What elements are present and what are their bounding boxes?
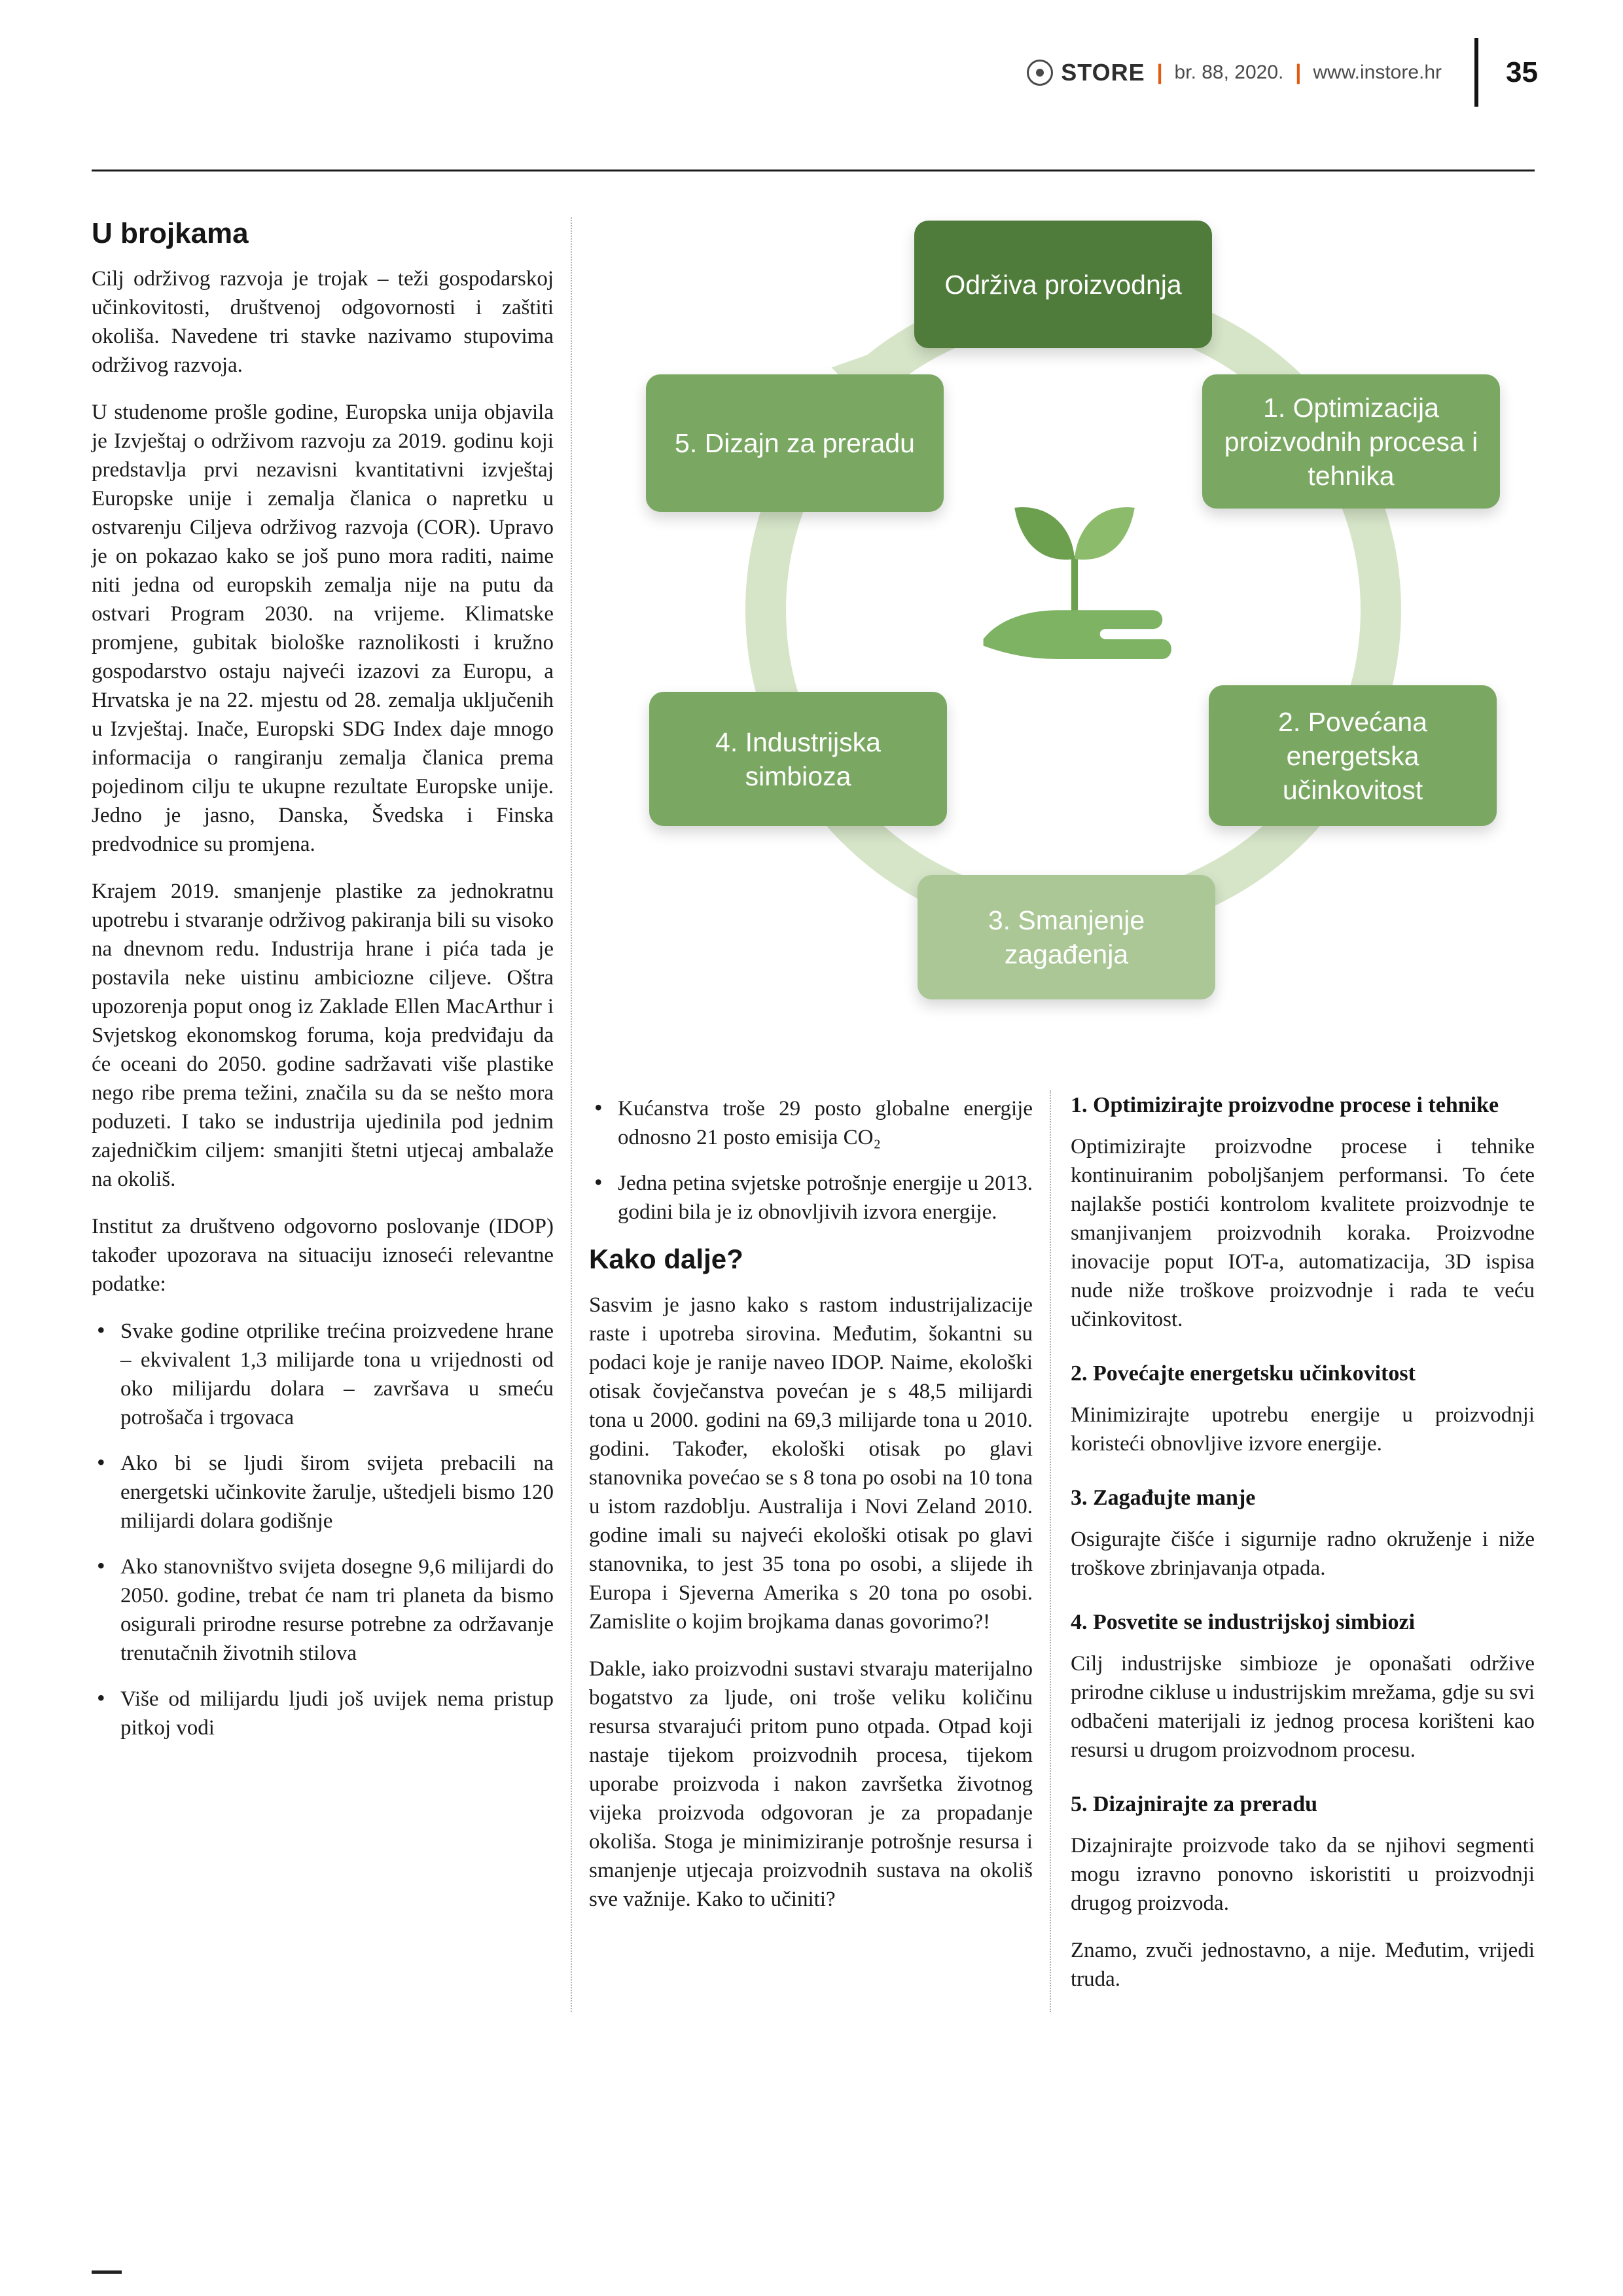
numbered-heading-4: 4. Posvetite se industrijskoj simbiozi: [1071, 1610, 1416, 1634]
list-item: • Kućanstva troše 29 posto globalne energije odnosno 21 posto emisija CO₂: [589, 1094, 1033, 1152]
list-item: • Ako bi se ljudi širom svijeta prebacili na energetski učinkovite žarulje, uštedjeli bismo 120 milijardi dolara godišnje: [92, 1449, 554, 1535]
paragraph: U studenome prošle godine, Europska unija objavila je Izvještaj o održivom razvoju za 2019. godinu koji predstavlja prvi nezavisni kvantitativni izvještaj Europske unije i zemalja članica o napretku u ostvarenju Ciljeva održivog razvoja (COR). Upravo je on pokazao kako se još puno mora raditi, naime niti jedna od europskih zemalja nije na putu da ostvari Program 2030. na vrijeme. Klimatske promjene, gubitak biološke raznolikosti i kružno gospodarstvo ostaju najveći izazovi za Europu, a Hrvatska je na 22. mjestu od 28. zemalja uključenih u Izvještaj. Inače, Europski SDG Index daje mnogo informacija o rangiranju zemalja članica prema pojedinom cilju te ukupne rezultate Europske unije. Jedno je jasno, Danska, Švedska i Finska predvodnice su promjena.: [92, 401, 554, 856]
right-region: [572, 217, 1535, 2012]
page-number-divider: [1474, 38, 1478, 107]
list-item: • Jedna petina svjetske potrošnje energije u 2013. godini bila je iz obnovljivih izvora energije.: [589, 1169, 1033, 1227]
sustainability-cycle-diagram: [589, 217, 1535, 1068]
lower-columns: [589, 1090, 1535, 2012]
section-heading-u-brojkama: U brojkama: [92, 217, 249, 249]
diagram-node-2-energy-efficiency: 2. Povećana energetska učinkovitost: [1209, 685, 1497, 826]
header-separator: |: [1295, 60, 1302, 84]
right-column: [1051, 1090, 1535, 2012]
numbered-heading-5: 5. Dizajnirajte za preradu: [1071, 1792, 1318, 1816]
diagram-node-5-design-for-reuse: 5. Dizajn za preradu: [646, 374, 944, 512]
paragraph: Cilj industrijske simbioze je oponašati održive prirodne cikluse u industrijskim mrežama, gdje su svi odbačeni materijali iz jednog procesa korišteni kao resursi u drugom proizvodnom procesu.: [1071, 1652, 1535, 1762]
paragraph: Institut za društveno odgovorno poslovanje (IDOP) također upozorava na situaciju iznoseći relevantne podatke:: [92, 1215, 554, 1296]
list-item: • Svake godine otprilike trećina proizvedene hrane – ekvivalent 1,3 milijarde tona u vrijednosti od oko milijardu dolara – završava u smeću potrošača i trgovaca: [92, 1317, 554, 1432]
paragraph: Optimizirajte proizvodne procese i tehnike kontinuiranim poboljšanjem performansi. To ćete najlakše postići kontrolom kvalitete proizvodnje te smanjivanjem proizvodnih koraka. Proizvodne inovacije poput IOT-a, automatizacija, 3D ispisa nude niže troškove proizvodnje i rada te veću učinkovitost.: [1071, 1135, 1535, 1331]
page-number: 35: [1506, 56, 1538, 88]
diagram-node-1-process-optimization: 1. Optimizacija proizvodnih procesa i tehnika: [1202, 374, 1500, 509]
page-content: [0, 171, 1623, 2012]
closing-paragraph: Znamo, zvuči jednostavno, a nije. Međutim, vrijedi truda.: [1071, 1939, 1535, 1991]
middle-column: [589, 1090, 1051, 2012]
diagram-node-3-pollution-reduction: 3. Smanjenje zagađenja: [918, 875, 1215, 999]
header-separator: |: [1156, 60, 1163, 84]
numbered-heading-3: 3. Zagađujte manje: [1071, 1486, 1256, 1510]
footer-mark: [92, 2270, 122, 2274]
paragraph: Osigurajte čišće i sigurnije radno okruženje i niže troškove zbrinjavanja otpada.: [1071, 1528, 1535, 1580]
paragraph: Dakle, iako proizvodni sustavi stvaraju materijalno bogatstvo za ljude, oni troše veliku količinu resursa stvarajući pritom puno otpada. Otpad koji nastaje tijekom proizvodnih procesa, tijekom uporabe proizvoda i nakon završetka životnog vijeka proizvoda odgovoran je za propadanje okoliša. Stoga je minimiziranje potrošnje resursa i smanjenje utjecaja proizvodnih sustava na okoliš sve važnije. Kako to učiniti?: [589, 1657, 1033, 1911]
paragraph: Krajem 2019. smanjenje plastike za jednokratnu upotrebu i stvaranje održivog pakiranja bili su visoko na dnevnom redu. Industrija hrane i pića tada je postavila neke uistinu ambiciozne ciljeve. Oštra upozorenja poput onog iz Zaklade Ellen MacArthur i Svjetskog ekonomskog foruma, koja predviđaju da će oceani do 2050. godine sadržavati više plastike nego ribe prema težini, značila su da se nešto mora poduzeti. I tako se industrija ujedinila pod jednim zajedničkim ciljem: smanjiti štetni utjecaj ambalaže na okoliš.: [92, 880, 554, 1191]
energy-facts-list: [589, 1094, 1033, 1227]
issue-number: br. 88, 2020.: [1174, 61, 1284, 83]
list-item: • Više od milijardu ljudi još uvijek nema pristup pitkoj vodi: [92, 1685, 554, 1742]
numbered-heading-1: 1. Optimizirajte proizvodne procese i tehnike: [1071, 1093, 1499, 1117]
left-column: [92, 217, 572, 2012]
paragraph: Dizajnirajte proizvode tako da se njihovi segmenti mogu izravno ponovno iskoristiti u proizvodnji drugog proizvoda.: [1071, 1834, 1535, 1915]
statistics-list: [92, 1317, 554, 1742]
list-item: • Ako stanovništvo svijeta dosegne 9,6 milijardi do 2050. godine, trebat će nam tri planeta da bismo osigurali prirodne resurse potrebne za održavanje trenutačnih životnih stilova: [92, 1552, 554, 1668]
magazine-brand: STORE: [1061, 58, 1145, 86]
section-heading-kako-dalje: Kako dalje?: [589, 1244, 743, 1274]
page-header: [0, 0, 1623, 107]
diagram-node-4-industrial-symbiosis: 4. Industrijska simbioza: [649, 692, 947, 826]
paragraph: Sasvim je jasno kako s rastom industrijalizacije raste i upotreba sirovina. Međutim, šokantni su podaci koje je ranije naveo IDOP. Naime, ekološki otisak čovječanstva povećan je s 48,5 milijardi tona u 2000. godini na 69,3 milijarde tona u 2010. godini. Također, ekološki otisak po glavi stanovnika povećao se s 8 tona po osobi na 10 tona u istom razdoblju. Australija i Novi Zeland 2010. godine imali su najveći ekološki otisak po glavi stanovnika, to jest 35 tona po osobi, a slijede ih Europa i Sjeverna Amerika s 20 tona po osobi. Zamislite o kojim brojkama danas govorimo?!: [589, 1293, 1033, 1634]
paragraph: Cilj održivog razvoja je trojak – teži gospodarskoj učinkovitosti, društvenoj odgovornosti i zaštiti okoliša. Navedene tri stavke nazivamo stupovima održivog razvoja.: [92, 267, 554, 377]
hand-holding-plant-icon: [963, 448, 1186, 715]
instore-logo-icon: [1027, 60, 1053, 86]
website-link[interactable]: www.instore.hr: [1313, 61, 1442, 83]
numbered-heading-2: 2. Povećajte energetsku učinkovitost: [1071, 1361, 1416, 1386]
paragraph: Minimizirajte upotrebu energije u proizvodnji koristeći obnovljive izvore energije.: [1071, 1403, 1535, 1456]
diagram-node-sustainable-production: Održiva proizvodnja: [914, 221, 1212, 348]
